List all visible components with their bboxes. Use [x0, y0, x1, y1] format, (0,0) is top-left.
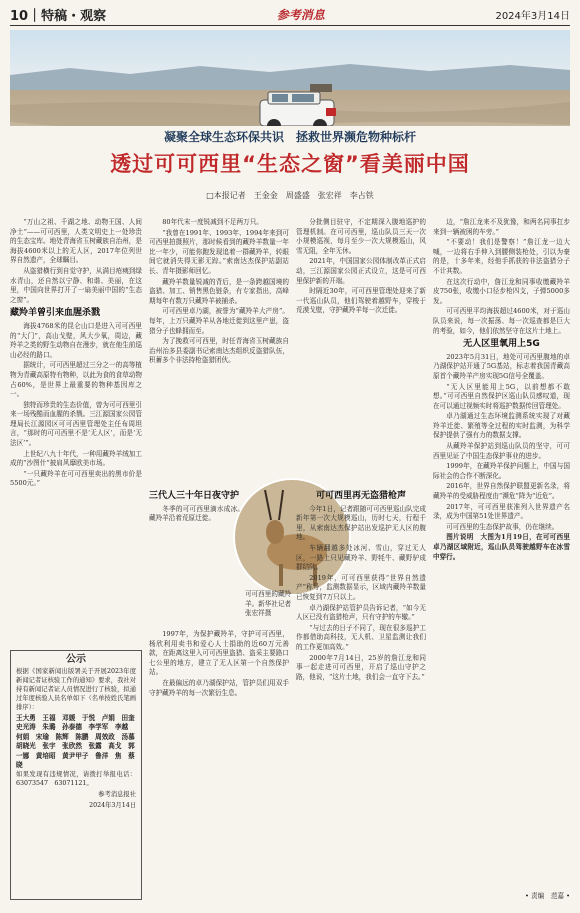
notice-title: 公示	[66, 654, 86, 665]
article-headline: 透过可可西里“生态之窗”看美丽中国	[110, 152, 470, 176]
text-column-2-middle	[149, 488, 244, 628]
paragraph: 2021年，中国国家公园体制改革正式启动，三江源国家公园正式设立，这是可可西里保护新的开端。	[296, 257, 426, 285]
paragraph: 2023年5月31日，地处可可西里腹地的卓乃湖保护站开通了5G基站，标志着我国青藏高原首个藏羚羊产房实现5G信号全覆盖。	[433, 352, 570, 380]
paragraph: 从盗猎横行到自觉守护，从满目疮痍到绿水青山，还自然以宁静、和谐、美丽，在这里，中国向世界打开了一扇美丽中国的“生态之窗”。	[10, 266, 142, 304]
paragraph: 独特而珍贵的生态价值，曾为可可西里引来一场残酷而血腥的杀戮。三江源国家公园管理局长江源园区可可西里管理处主任布周坦言，“那时的可可西里不是‘无人区’，而是‘无法区’”。	[10, 400, 142, 448]
photo-note: 图片说明 大图为1月19日，在可可西里卓乃湖区域附近，巡山队员驾驶越野车在冰雪中穿行。	[433, 533, 570, 561]
section-heading: 无人区里氧用上5G	[463, 339, 540, 350]
paragraph: 边，“詹江龙来不及犹豫，和两名同事扛步来到一辆被困的车旁。”	[433, 218, 570, 236]
paragraph: “我曾在1991年、1993年、1994年来到可可西里拍摄照片，那时候看到的藏羚羊数量一年比一年少，可能你跑发现追着一群藏羚羊，转眼间它就消失得无影无踪。”索南达杰保护站副站长、青年摄影师回忆。	[149, 228, 289, 275]
public-notice-box	[10, 650, 142, 900]
page-section-label: 10｜特稿・观察	[10, 9, 107, 24]
paragraph: “与过去的日子不同了，现在很多巡护工作都借助高科技，无人机、卫星监测让我们的工作更加高效。”	[296, 623, 426, 651]
paragraph: 为了挽救可可西里，时任青海省玉树藏族自治州治多县委副书记索南达杰组织反盗猎队伍，积蓄多个非法持枪盗猎团伙。	[149, 337, 289, 365]
notice-signature: 参考消息报社	[98, 791, 136, 799]
paragraph: 80年代末一度锐减到不足两万只。	[162, 218, 263, 226]
notice-date: 2024年3月14日	[89, 802, 136, 810]
paragraph: 时隔近30年，可可西里管理处迎来了新一代巡山队员，他们驾驶着越野车，穿梭于荒漠戈壁，守护藏羚羊每一次迁徙。	[296, 287, 426, 315]
paragraph: “万山之祖、千湖之地、动物王国、人间净土”——可可西里，人类文明史上一处珍贵的生态宝库。地处青海省玉树藏族自治州，是海拔4600米以上的无人区，2017年位列世界自然遗产，全球瞩目。	[10, 218, 142, 265]
paragraph: 据统计，可可西里超过三分之一的高等植物为青藏高原特有物种，以此为食的食草动物占60%，是世界上最重要的物种基因库之一。	[10, 361, 142, 399]
text-column-2	[149, 218, 289, 488]
paragraph: 可可西里的生态保护故事，仍在继续。	[446, 522, 559, 531]
paragraph: 1997年，为保护藏羚羊，守护可可西里，杨欣利用卖书和爱心人士捐助的近60万元善款，在距离这里入可可西里盗猎、盗采主要路口七公里的地方，建立了无人区第一个自然保护站。	[149, 630, 289, 677]
paragraph: 卓乃湖保护站管护员告诉记者，“如今无人区已没有盗猎枪声，只有守护的车辙。”	[296, 603, 426, 622]
page-header	[10, 4, 570, 26]
paragraph: 1999年，在藏羚羊保护问题上，中国与国际社会的合作不断深化。	[433, 462, 570, 480]
article-subtitle: 凝聚全球生态环保共识 拯救世界濒危物种标杆	[163, 130, 416, 144]
paragraph: 藏羚羊数量锐减的背后，是一条跨越国境的盗猎、加工、销售黑色链条，有专家指出，高峰期每年有数万只藏羚羊被捕杀。	[149, 277, 289, 305]
paragraph: 在这次行动中，詹江龙和同事收缴藏羚羊皮750张，收缴小口径步枪四支，子弹5000多发。	[433, 277, 570, 305]
section-heading: 藏羚羊曾引来血腥杀戮	[10, 308, 101, 319]
section-heading: 三代人三十年日夜守护	[149, 491, 240, 501]
text-column-3	[296, 218, 426, 468]
paragraph: 海拔4768米的昆仑山口是进入可可西里的“大门”，高山戈壁，风大少氧，周边，藏羚羊之类的野生动物自在漫步，就在他生前巡山必经的路口。	[10, 321, 142, 359]
editor-footer: • 责编 范嘉 •	[525, 892, 570, 900]
paragraph: 分批侧目驻守，不定期深入腹地巡护的管理机制。在可可西里，巡山队员三天一次小规模巡视，每月至少一次大规模巡山，风雪无阻，全年无休。	[296, 218, 426, 255]
paragraph: 从藏羚羊保护站到巡山队员的坚守，可可西里见证了中国生态保护事业的进步。	[433, 442, 570, 460]
notice-body: 根据《国家新闻出版署关于开展2023年度新闻记者证核验工作的通知》要求，我社对持有新闻记者证人员情况进行了核验，拟通过年度核验人员名单如下（名单按姓氏笔画排序）：	[16, 668, 136, 711]
paragraph: “不要动！我们是警察！”詹江龙一边大喊，一边将右手伸入到腰侧装枪处，引以为豪的是，十多年来，经他手抓获的非法盗猎分子不计其数。	[433, 238, 570, 275]
text-column-2-bottom	[149, 630, 289, 904]
text-column-1	[10, 218, 142, 645]
paragraph: 在最偏远的卓乃湖保护站，管护员们用双手守护藏羚羊的每一次繁衍生息。	[149, 678, 289, 697]
newspaper-logo: 参考消息	[276, 8, 325, 22]
notice-contact: 如果发现有违规情况，请拨打举报电话：63073547 63071121。	[16, 771, 136, 788]
paragraph: 上世纪八九十年代，一种用藏羚羊绒加工成的“沙图什”披肩风靡欧美市场。	[10, 449, 142, 468]
text-column-3-bottom	[296, 488, 426, 904]
photo-caption: 可可西里的藏羚羊。新华社记者 张宏祥摄	[245, 590, 292, 618]
issue-date: 2024年3月14日	[495, 11, 570, 22]
paragraph: 卓乃湖通过生态环境监测系统实现了对藏羚羊迁徙、繁殖等全过程的实时监测，为科学保护提供了强有力的数据支撑。	[433, 412, 570, 440]
paragraph: 今年1日，记者跟随可可西里巡山队完成新年第一次大规模巡山，历时七天，行程千里，从索南达杰保护站出发巡护无人区的腹地。	[296, 504, 426, 542]
paragraph: 车辆翻越多处冰河、雪山，穿过无人区，一路上只见藏羚羊、野牦牛、藏野驴成群结队。	[296, 543, 426, 572]
article-byline: □本报记者 王金金 周盛盛 张宏祥 李占铁	[206, 191, 374, 200]
paragraph: 2016年，世界自然保护联盟更新名录，将藏羚羊的受威胁程度由“濒危”降为“近危”。	[433, 482, 570, 501]
section-heading: 可可西里再无盗猎枪声	[315, 491, 406, 501]
paragraph: 2019年，可可西里获得“世界自然遗产”称号，监测数据显示，区域内藏羚羊数量已恢复到7万只以上。	[296, 573, 426, 601]
paragraph: 可可西里卓乃湖，被誉为“藏羚羊大产房”。每年，上万只藏羚羊从各地迁徙到这里产崽，盗猎分子也蜂拥而至。	[149, 307, 289, 335]
paragraph: 冬季的可可西里滴水成冰。藏羚羊沿着荒原迁徙。	[149, 504, 244, 523]
paragraph: “一只藏羚羊在可可西里卖出的黑市价是5500元。”	[10, 469, 142, 488]
paragraph: 2017年，可可西里获准列入世界遗产名录，成为中国第51处世界遗产。	[433, 502, 570, 521]
notice-name-list: 王大勇 王福 邓媛 于悦 卢娟 田奎 史光涛 朱璐 孙泰德 李学军 李越 何娟 宋瑜 陈辉 陈鹏 周效政 汤慕 胡晓光 张宇 张欣然 张露 高戈 郭一娜 黄培昭 黄尹甲子 鲁洋 焦 蔡晓	[16, 714, 142, 770]
paragraph: “无人区里能用上5G，以前想都不敢想。”可可西里自然保护区巡山队员感叹道，现在可以通过视频实时将巡护数据传回管理处。	[433, 382, 570, 410]
text-column-4	[433, 218, 570, 904]
paragraph: 可可西里平均海拔超过4600米，对于巡山队员来说，每一次振荡、每一次巡查都是巨大的考验，如今，他们依然坚守在这片土地上。	[433, 307, 570, 335]
lead-photo	[10, 30, 570, 213]
paragraph: 2000年7月14日，25岁的詹江龙和同事一起走进可可西里，开启了巡山守护之路，他说，“这片土地，我们会一直守下去。”	[296, 653, 426, 681]
